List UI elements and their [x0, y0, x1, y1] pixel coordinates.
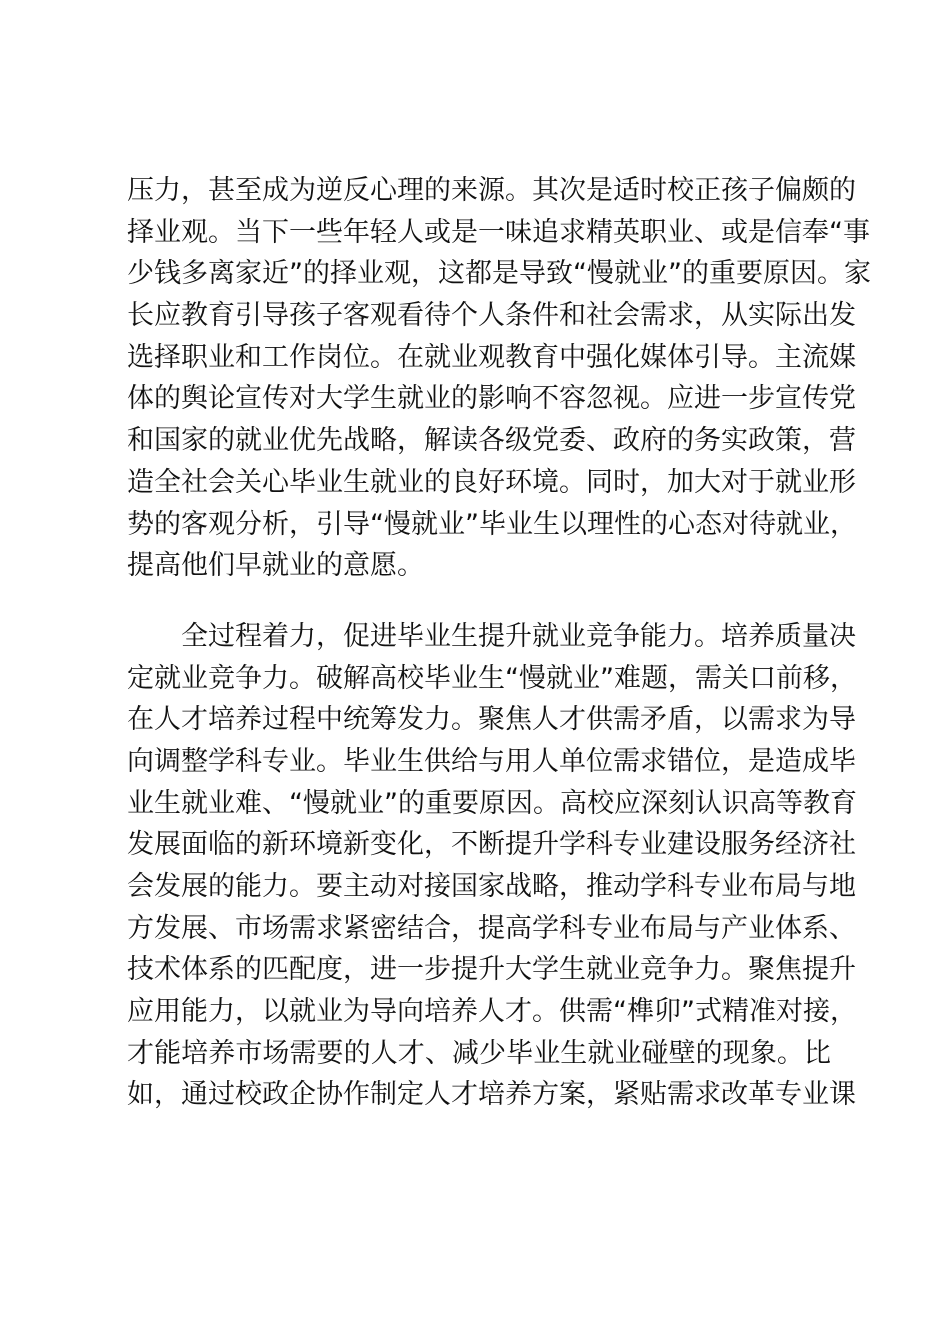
paragraph-2 — [127, 616, 857, 1116]
text-line: 方发展、市场需求紧密结合，提高学科专业布局与产业体系、 — [127, 912, 856, 944]
text-line: 才能培养市场需要的人才、减少毕业生就业碰壁的现象。比 — [127, 1037, 831, 1069]
text-line: 提高他们早就业的意愿。 — [127, 550, 424, 582]
text-line: 势的客观分析，引导“慢就业”毕业生以理性的心态对待就业， — [127, 508, 857, 540]
text-line: 如，通过校政企协作制定人才培养方案，紧贴需求改革专业课 — [127, 1079, 856, 1111]
text-line: 业生就业难、“慢就业”的重要原因。高校应深刻认识高等教育 — [127, 787, 857, 819]
text-line: 压力，甚至成为逆反心理的来源。其次是适时校正孩子偏颇的 — [127, 175, 856, 206]
document-page — [127, 170, 871, 1116]
paragraph-spacer — [127, 587, 831, 616]
text-line: 发展面临的新环境新变化，不断提升学科专业建设服务经济社 — [127, 829, 856, 861]
text-line: 向调整学科专业。毕业生供给与用人单位需求错位，是造成毕 — [127, 745, 856, 777]
paragraph-1 — [127, 170, 871, 587]
text-line: 会发展的能力。要主动对接国家战略，推动学科专业布局与地 — [127, 871, 856, 902]
text-line: 全过程着力，促进毕业生提升就业竞争能力。培养质量决 — [181, 620, 856, 652]
text-line: 定就业竞争力。破解高校毕业生“慢就业”难题，需关口前移， — [127, 662, 857, 694]
text-line: 在人才培养过程中统筹发力。聚焦人才供需矛盾，以需求为导 — [127, 704, 856, 736]
text-line: 选择职业和工作岗位。在就业观教育中强化媒体引导。主流媒 — [127, 341, 856, 373]
text-line: 造全社会关心毕业生就业的良好环境。同时，加大对于就业形 — [127, 466, 856, 498]
text-line: 和国家的就业优先战略，解读各级党委、政府的务实政策，营 — [127, 425, 856, 457]
text-line: 择业观。当下一些年轻人或是一味追求精英职业、或是信奉“事 — [127, 216, 870, 248]
text-line: 长应教育引导孩子客观看待个人条件和社会需求，从实际出发 — [127, 300, 856, 332]
text-line: 少钱多离家近”的择业观，这都是导致“慢就业”的重要原因。家 — [127, 258, 871, 290]
text-line: 体的舆论宣传对大学生就业的影响不容忽视。应进一步宣传党 — [127, 383, 856, 415]
text-line: 技术体系的匹配度，进一步提升大学生就业竞争力。聚焦提升 — [127, 954, 856, 986]
text-line: 应用能力，以就业为导向培养人才。供需“榫卯”式精准对接， — [127, 996, 857, 1028]
